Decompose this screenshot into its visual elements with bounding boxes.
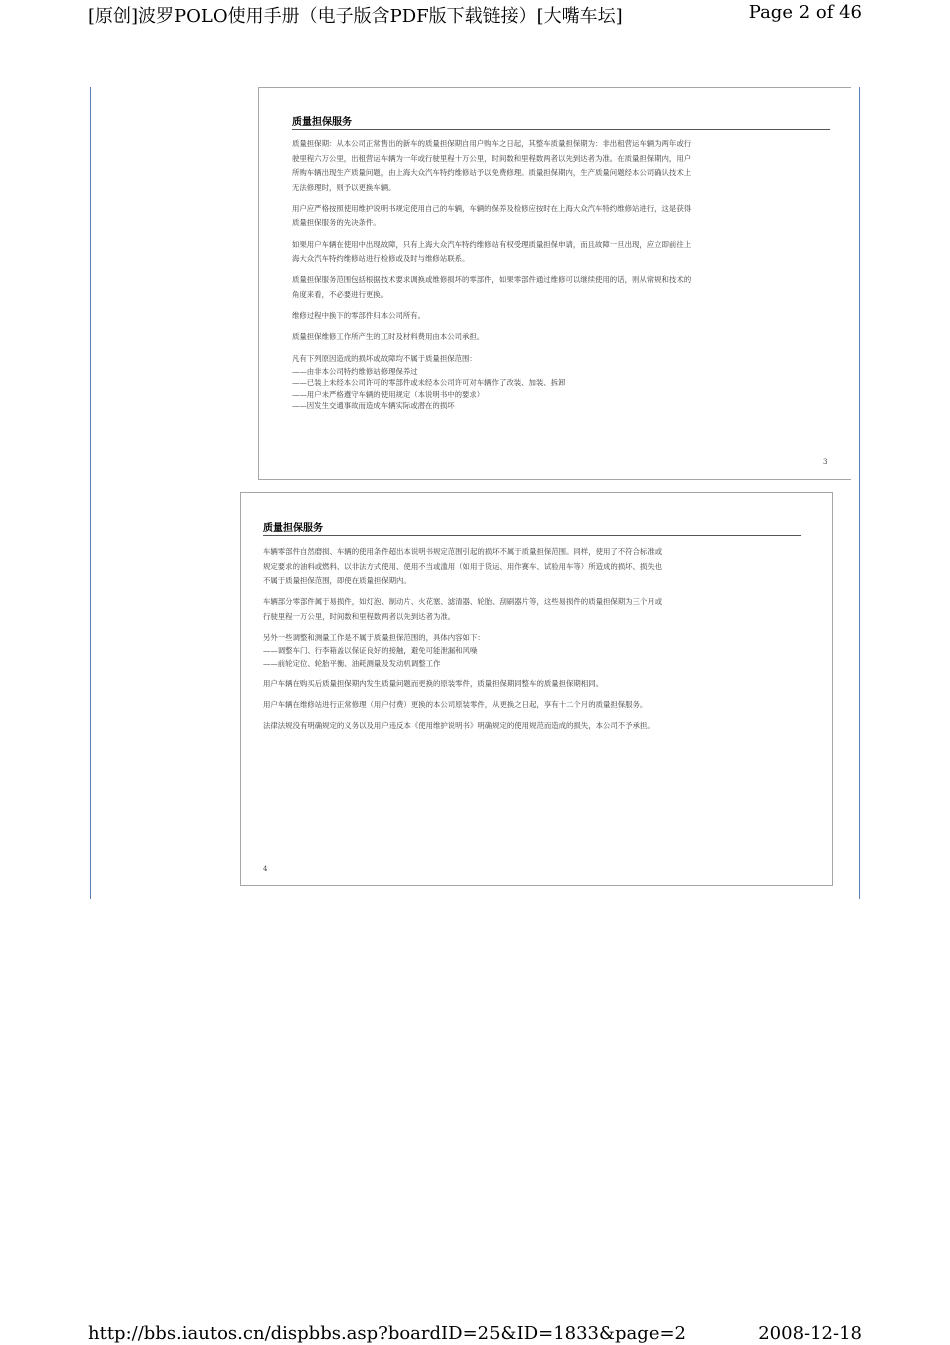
- paragraph: [263, 677, 808, 692]
- right-margin-line: [859, 87, 860, 899]
- print-date: 2008-12-18: [758, 1323, 862, 1344]
- paragraph: [263, 595, 808, 624]
- manual-page-4: [240, 492, 833, 886]
- paragraph: [292, 273, 837, 302]
- text-line: 另外一些调整和测量工作是不属于质量担保范围的，具体内容如下：: [263, 633, 485, 643]
- paragraph: [263, 698, 808, 713]
- page-3-body: [292, 137, 837, 419]
- text-line: 质量担保服务范围包括根据技术要求调换或维修损坏的零部件，如果零部件通过维修可以继续使用的话，则从常规和技术的: [292, 275, 692, 285]
- page-number: 3: [823, 458, 828, 466]
- text-line: 角度来看，不必要进行更换。: [292, 289, 389, 299]
- list-item: ——前轮定位、轮胎平衡、油耗测量及发动机调整工作: [263, 659, 441, 669]
- list-item: ——由非本公司特约维修站修理保养过: [292, 366, 418, 376]
- paragraph: [292, 137, 837, 195]
- text-line: 如果用户车辆在使用中出现故障，只有上海大众汽车特约维修站有权受理质量担保申请，而且故障一旦出现，应立即前往上: [292, 239, 692, 249]
- section-title: 质量担保服务: [292, 117, 352, 128]
- paragraph: [292, 352, 837, 412]
- section-rule: [263, 535, 801, 536]
- text-line: 驶里程六万公里，出租营运车辆为一年或行驶里程十万公里，时间数和里程数两者以先到达者为准。在质量担保期内，用户: [292, 153, 692, 163]
- text-line: 行驶里程一万公里，时间数和里程数两者以先到达者为准。: [263, 611, 456, 621]
- text-line: 维修过程中换下的零部件归本公司所有。: [292, 311, 426, 321]
- text-line: 所购车辆出现生产质量问题，由上海大众汽车特约维修站予以免费修理。质量担保期内，生产质量问题经本公司确认技术上: [292, 168, 692, 177]
- document-title: [原创]波罗POLO使用手册（电子版含PDF版下载链接）[大嘴车坛]: [88, 6, 623, 27]
- text-line: 质量担保期：从本公司正常售出的新车的质量担保期自用户购车之日起，其整车质量担保期为：非出租营运车辆为两年或行: [292, 139, 692, 148]
- text-line: 质量担保维修工作所产生的工时及材料费用由本公司承担。: [292, 332, 485, 342]
- text-line: 海大众汽车特约维修站进行检修或及时与维修站联系。: [292, 254, 470, 264]
- text-line: 车辆零部件自然磨损、车辆的使用条件超出本说明书规定范围引起的损坏不属于质量担保范围。同样，使用了不符合标准或: [263, 547, 663, 556]
- text-line: 规定要求的油料或燃料、以非法方式使用、使用不当或滥用（如用于货运、用作赛车、试验用车等）所造成的损坏、损失也: [263, 561, 663, 571]
- paragraph: [263, 719, 808, 734]
- text-line: 车辆部分零部件属于易损件，如灯泡、制动片、火花塞、滤清器、轮胎、刮刷器片等，这些易损件的质量担保期为三个月或: [263, 597, 663, 607]
- section-rule: [292, 129, 830, 130]
- section-title: 质量担保服务: [263, 523, 323, 534]
- list-item: ——已装上未经本公司许可的零部件或未经本公司许可对车辆作了改装、加装、拆卸: [292, 378, 566, 388]
- text-line: 用户车辆在购买后质量担保期内发生质量问题而更换的原装零件，质量担保期同整车的质量担保期相同。: [263, 678, 603, 688]
- list-item: ——用户未严格遵守车辆的使用规定（本说明书中的要求）: [292, 389, 485, 399]
- text-line: 无法修理时，则予以更换车辆。: [292, 182, 396, 192]
- left-margin-line: [90, 87, 91, 899]
- text-line: 法律法规没有明确规定的义务以及用户违反本《使用维护说明书》明确规定的使用规范而造成的损失，本公司不予承担。: [263, 721, 655, 731]
- text-line: 凡有下列原因造成的损坏或故障均不属于质量担保范围：: [292, 353, 477, 363]
- manual-page-3: [258, 87, 851, 480]
- paragraph: [292, 309, 837, 324]
- text-line: 用户应严格按照使用维护说明书规定使用自己的车辆，车辆的保养及检修应按时在上海大众汽车特约维修站进行，这是获得: [292, 203, 692, 213]
- page-indicator: Page 2 of 46: [748, 2, 862, 23]
- paragraph: [263, 545, 808, 589]
- source-url: http://bbs.iautos.cn/dispbbs.asp?boardID=25&ID=1833&page=2: [88, 1323, 686, 1344]
- page-number: 4: [263, 865, 268, 873]
- list-item: ——调整车门、行李箱盖以保证良好的接触，避免可能泄漏和风噪: [263, 646, 478, 656]
- paragraph: [292, 202, 837, 231]
- text-line: 不属于质量担保范围，即使在质量担保期内。: [263, 576, 411, 585]
- list-item: ——因发生交通事故而造成车辆实际或潜在的损坏: [292, 401, 455, 411]
- paragraph: [292, 330, 837, 345]
- paragraph: [263, 631, 808, 670]
- page-4-body: [263, 545, 808, 741]
- text-line: 质量担保服务的先决条件。: [292, 218, 381, 228]
- text-line: 用户车辆在维修站进行正常修理（用户付费）更换的本公司原装零件，从更换之日起，享有十二个月的质量担保服务。: [263, 700, 648, 710]
- paragraph: [292, 238, 837, 267]
